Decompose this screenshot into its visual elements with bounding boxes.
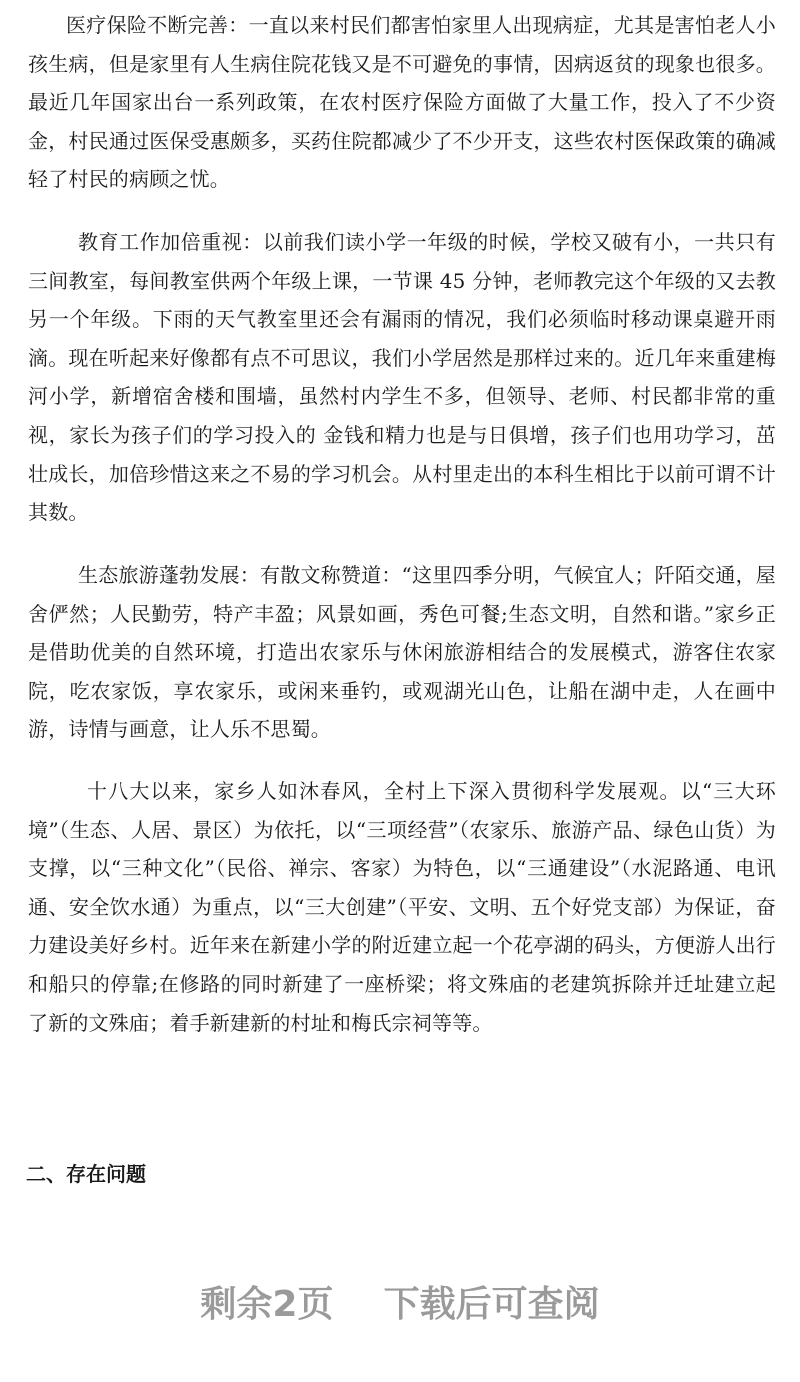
paragraph-development: 十八大以来，家乡人如沐春风，全村上下深入贯彻科学发展观。以“三大环境”（生态、人居、景区）为依托，以“三项经营”（农家乐、旅游产品、绿色山货）为支撑，以“三种文化”（民俗、禅宗、客家）为特色，以“三通建设”（水泥路通、电讯通、安全饮水通）为重点，以“三大创建”（平安、文明、五个好党支部）为保证，奋力建设美好乡村。近年来在新建小学的附近建立起一个花亭湖的码头，方便游人出行和船只的停靠;在修路的同时新建了一座桥梁；将文殊庙的老建筑拆除并迁址建立起了新的文殊庙；着手新建新的村址和梅氏宗祠等等。 [28, 779, 776, 1035]
paragraph-medical-insurance: 医疗保险不断完善：一直以来村民们都害怕家里人出现病症，尤其是害怕老人小孩生病，但是家里有人生病住院花钱又是不可避免的事情，因病返贫的现象也很多。最近几年国家出台一系列政策，在农村医疗保险方面做了大量工作，投入了不少资金，村民通过医保受惠颇多，买药住院都减少了不少开支，这些农村医保政策的确减轻了村民的病顾之忧。 [28, 13, 776, 192]
section-heading: 二、存在问题 [26, 1162, 146, 1186]
paragraph-eco-tourism: 生态旅游蓬勃发展：有散文称赞道：“这里四季分明，气候宜人；阡陌交通，屋舍俨然；人民勤劳，特产丰盈；风景如画，秀色可餐;生态文明，自然和谐。”家乡正是借助优美的自然环境，打造出农家乐与休闲旅游相结合的发展模式，游客住农家院，吃农家饭，享农家乐，或闲来垂钓，或观湖光山色，让船在湖中走，人在画中游，诗情与画意，让人乐不思蜀。 [28, 563, 776, 742]
paragraph-education: 教育工作加倍重视：以前我们读小学一年级的时候，学校又破有小，一共只有三间教室，每间教室供两个年级上课，一节课 45 分钟，老师教完这个年级的又去教另一个年级。下雨的天气教室里还会有漏雨的情况，我们必须临时移动课桌避开雨滴。现在听起来好像都有点不可思议，我们小学居然是那样过来的。近几年来重建梅河小学，新增宿舍楼和围墙，虽然村内学生不多，但领导、老师、村民都非常的重视，家长为孩子们的学习投入的 金钱和精力也是与日俱增，孩子们也用功学习，茁壮成长，加倍珍惜这来之不易的学习机会。从村里走出的本科生相比于以前可谓不计其数。 [28, 230, 776, 525]
download-banner[interactable]: 剩余2页 下载后可查阅 [200, 1284, 600, 1325]
